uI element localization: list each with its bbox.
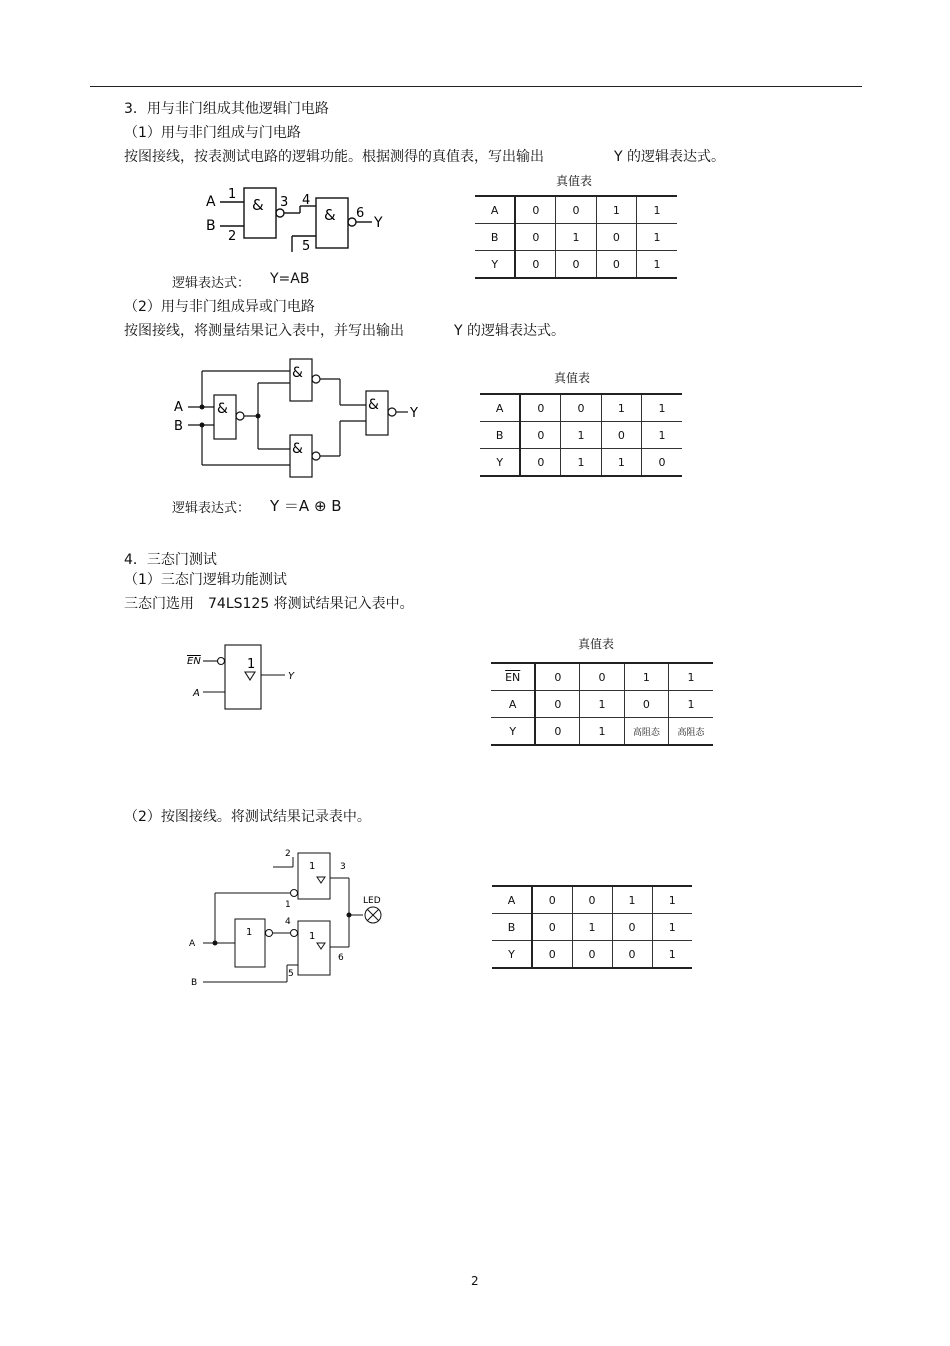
table-row: [492, 941, 692, 969]
section-4-1-title: （1）三态门逻辑功能测试: [124, 572, 287, 588]
table-row: [480, 394, 682, 422]
row-header-cell: A: [492, 886, 532, 914]
d3-buffer-symbol: 1: [247, 657, 256, 672]
table-cell: 0: [535, 663, 579, 691]
section-3-1-instruction: 按图接线，按表测试电路的逻辑功能。根据测得的真值表，写出输出: [124, 149, 544, 165]
table-cell: 0: [556, 196, 596, 224]
table-row: [491, 663, 713, 691]
section-3-1-instruction-end: Y 的逻辑表达式。: [614, 149, 726, 165]
row-header-cell: A: [480, 394, 520, 422]
d2-input-b-label: B: [174, 419, 183, 434]
d4-led-label: LED: [363, 896, 381, 906]
d3-input-a-label: A: [193, 688, 200, 699]
table-cell: 0: [515, 196, 555, 224]
d1-pin-6: 6: [356, 206, 365, 221]
d4-pin-5: 5: [288, 969, 294, 979]
table-cell: 高阻态: [669, 718, 713, 746]
d2-gate3-symbol: &: [292, 441, 303, 457]
d1-pin-5: 5: [302, 239, 311, 254]
section-4-title: 4．三态门测试: [124, 552, 217, 568]
table-cell: 1: [561, 422, 601, 449]
table-1-caption: 真值表: [556, 174, 593, 188]
section-3-1-title: （1）用与非门组成与门电路: [124, 125, 301, 141]
d1-gate1-symbol: &: [252, 196, 264, 214]
row-header-cell: Y: [492, 941, 532, 969]
table-cell: 1: [652, 886, 692, 914]
d2-output-y-label: Y: [410, 406, 418, 421]
table-cell: 1: [669, 663, 713, 691]
table-cell: 1: [601, 449, 641, 477]
table-cell: 0: [532, 914, 572, 941]
d2-gate1-symbol: &: [217, 401, 228, 417]
section-3-1-expression: Y=AB: [270, 271, 310, 287]
table-cell: 1: [669, 691, 713, 718]
d4-input-b-label: B: [191, 978, 198, 988]
row-header-cell: Y: [475, 251, 515, 279]
xor-gate-circuit-diagram: [170, 355, 430, 485]
section-3-2-instruction-end: Y 的逻辑表达式。: [454, 323, 566, 339]
table-cell: 0: [535, 691, 579, 718]
and-gate-circuit-diagram: [200, 182, 400, 262]
table-row: [492, 886, 692, 914]
table-cell: 0: [520, 449, 560, 477]
row-header-cell: Y: [480, 449, 520, 477]
table-2-caption: 真值表: [554, 371, 591, 385]
table-row: [475, 224, 677, 251]
section-3-1-expression-label: 逻辑表达式：: [172, 276, 251, 291]
d1-output-y-label: Y: [374, 215, 383, 231]
row-header-cell: $\overline{EN}$: [491, 663, 535, 691]
truth-table-1: [475, 195, 677, 279]
d1-input-b-label: B: [206, 218, 216, 234]
table-cell: 0: [572, 886, 612, 914]
table-cell: 0: [612, 914, 652, 941]
table-cell: 0: [532, 886, 572, 914]
section-4-2-title: （2）按图接线。将测试结果记录表中。: [124, 809, 371, 825]
table-cell: 1: [601, 394, 641, 422]
table-cell: 0: [624, 691, 668, 718]
table-cell: 0: [520, 394, 560, 422]
table-row: [492, 914, 692, 941]
table-cell: 1: [642, 394, 682, 422]
d3-output-y-label: Y: [288, 671, 295, 682]
page-number: 2: [471, 1274, 479, 1288]
d1-gate2-symbol: &: [324, 206, 336, 224]
section-4-1-instruction: 三态门选用 74LS125 将测试结果记入表中。: [124, 596, 414, 612]
section-3-2-expression-label: 逻辑表达式：: [172, 501, 251, 516]
row-header-cell: B: [475, 224, 515, 251]
tri-state-buffer-diagram: [185, 642, 315, 717]
table-row: [480, 422, 682, 449]
row-header-cell: A: [491, 691, 535, 718]
d4-inverter-symbol: 1: [246, 927, 253, 938]
table-row: [475, 196, 677, 224]
d2-gate4-symbol: &: [368, 397, 379, 413]
table-cell: 1: [556, 224, 596, 251]
d4-input-a-label: A: [189, 939, 196, 949]
table-cell: 1: [652, 914, 692, 941]
table-row: [491, 718, 713, 746]
table-cell: 0: [561, 394, 601, 422]
table-cell: 1: [596, 196, 636, 224]
d4-gate2-symbol: 1: [309, 931, 316, 942]
table-cell: 1: [652, 941, 692, 969]
table-cell: 1: [637, 251, 677, 279]
d4-pin-3: 3: [340, 862, 346, 872]
table-cell: 0: [612, 941, 652, 969]
table-cell: 1: [637, 196, 677, 224]
header-rule: [90, 86, 862, 87]
d3-enable-label: EN: [187, 656, 201, 667]
d4-pin-2: 2: [285, 849, 291, 859]
table-cell: 高阻态: [624, 718, 668, 746]
section-3-2-expression: Y ＝A ⊕ B: [270, 497, 342, 515]
table-cell: 1: [572, 914, 612, 941]
table-cell: 1: [642, 422, 682, 449]
table-row: [491, 691, 713, 718]
d1-pin-2: 2: [228, 229, 237, 244]
d1-pin-4: 4: [302, 193, 311, 208]
table-cell: 0: [572, 941, 612, 969]
truth-table-4: [492, 885, 692, 969]
d4-pin-6: 6: [338, 953, 344, 963]
table-cell: 0: [532, 941, 572, 969]
d4-pin-4: 4: [285, 917, 291, 927]
row-header-cell: B: [492, 914, 532, 941]
table-cell: 1: [580, 718, 624, 746]
table-cell: 0: [515, 224, 555, 251]
row-header-cell: B: [480, 422, 520, 449]
table-3-caption: 真值表: [578, 637, 615, 651]
table-cell: 0: [520, 422, 560, 449]
table-cell: 0: [596, 251, 636, 279]
row-header-cell: Y: [491, 718, 535, 746]
d1-pin-3: 3: [280, 195, 289, 210]
table-cell: 1: [637, 224, 677, 251]
table-cell: 0: [580, 663, 624, 691]
section-3-title: 3．用与非门组成其他逻辑门电路: [124, 101, 329, 117]
table-cell: 0: [596, 224, 636, 251]
table-row: [480, 449, 682, 477]
table-cell: 1: [612, 886, 652, 914]
d4-pin-1: 1: [285, 900, 291, 910]
truth-table-3: [491, 662, 713, 746]
d2-input-a-label: A: [174, 400, 183, 415]
d2-gate2-symbol: &: [292, 365, 303, 381]
table-cell: 0: [556, 251, 596, 279]
truth-table-2: [480, 393, 682, 477]
table-cell: 0: [601, 422, 641, 449]
table-cell: 1: [580, 691, 624, 718]
d1-pin-1: 1: [228, 187, 237, 202]
section-3-2-instruction: 按图接线，将测量结果记入表中，并写出输出: [124, 323, 404, 339]
d4-gate1-symbol: 1: [309, 861, 316, 872]
table-cell: 0: [515, 251, 555, 279]
table-cell: 0: [535, 718, 579, 746]
table-row: [475, 251, 677, 279]
row-header-cell: A: [475, 196, 515, 224]
d1-input-a-label: A: [206, 194, 216, 210]
table-cell: 1: [624, 663, 668, 691]
section-3-2-title: （2）用与非门组成异或门电路: [124, 299, 315, 315]
table-cell: 1: [561, 449, 601, 477]
tri-state-led-circuit-diagram: [185, 845, 395, 990]
table-cell: 0: [642, 449, 682, 477]
